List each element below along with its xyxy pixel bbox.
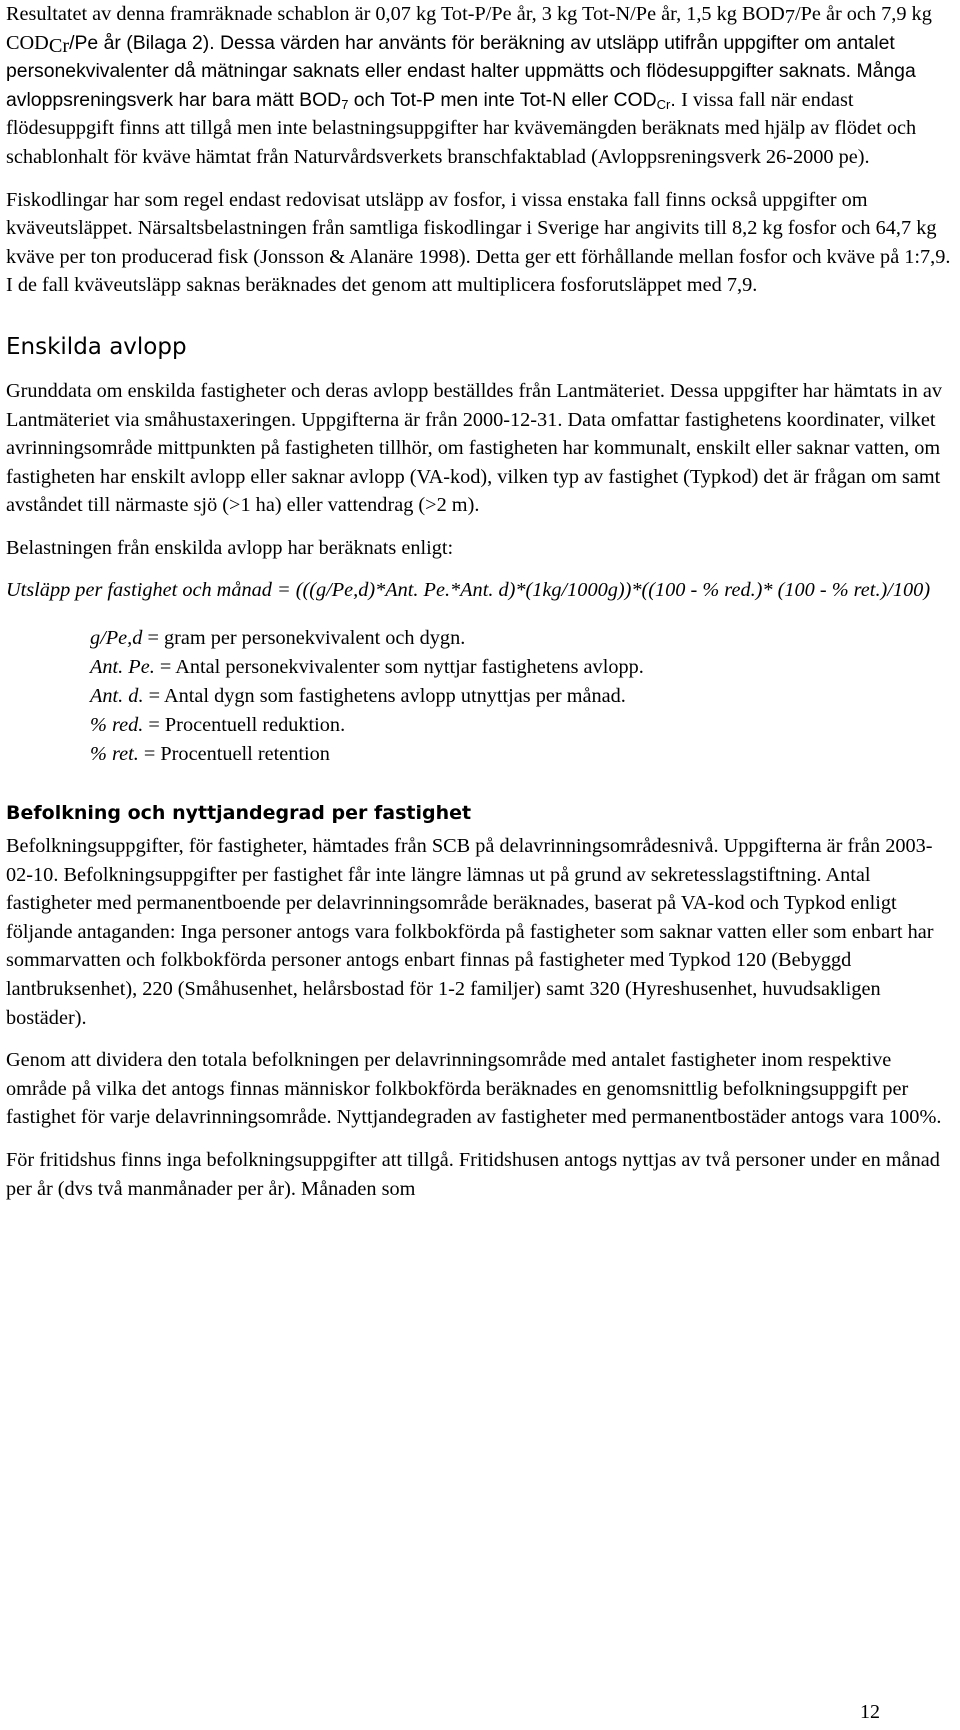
paragraph-fritidshus: För fritidshus finns inga befolkningsuppgifter att tillgå. Fritidshusen antogs nyttjas av två personer under en månad per år (dvs två manmånader per år). Månaden som <box>6 1149 940 1200</box>
subscript: 7 <box>784 6 795 28</box>
paragraph-belastning: Belastningen från enskilda avlopp har beräknats enligt: <box>6 536 454 559</box>
text-run: /Pe år (Bilaga 2). Dessa värden har använts för beräkning av utsläpp utifrån uppgifter om antalet personekvivalenter då mätningar saknats eller endast halter uppmätts och flödesuppgifter saknats. Många avloppsreningsverk har bara mätt BOD <box>6 31 916 111</box>
paragraph-schablon <box>6 0 954 172</box>
definition-term: Ant. Pe. <box>90 656 155 679</box>
text-run: och Tot-P men inte Tot-N eller COD <box>348 88 657 111</box>
subscript: Cr <box>656 96 671 112</box>
definition-item <box>90 682 954 711</box>
paragraph-grunddata: Grunddata om enskilda fastigheter och deras avlopp beställdes från Lantmäteriet. Dessa uppgifter har hämtats in av Lantmäteriet via småhustaxeringen. Uppgifterna är från 2000-12-31. Data omfattar fastighetens koordinater, vilket avrinningsområde mittpunkten på fastigheten tillhör, om fastigheten har kommunalt, enskilt eller saknar vatten, om fastigheten har enskilt avlopp eller saknar avlopp (VA-kod), vilken typ av fastighet (Typkod) det är frågan om samt avståndet till närmaste sjö (>1 ha) eller vattendrag (>2 m). <box>6 379 942 517</box>
definition-term: % ret. <box>90 743 139 766</box>
paragraph-genom-att-dividera: Genom att dividera den totala befolkningen per delavrinningsområde med antalet fastigheter inom respektive område på vilka det antogs finnas människor folkbokförda beräknades en genomsnittlig befolkningsuppgift per fastighet för varje delavrinningsområde. Nyttjandegraden av fastigheter med permanentbostäder antogs vara 100%. <box>6 1049 942 1129</box>
text-run: /Pe år och 7,9 kg COD <box>6 3 932 54</box>
subscript: Cr <box>48 34 70 57</box>
page-number: 12 <box>860 1701 880 1723</box>
definition-term: % red. <box>90 714 144 737</box>
heading-befolkning: Befolkning och nyttjandegrad per fastighet <box>6 802 472 825</box>
definition-term: Ant. d. <box>90 685 144 708</box>
definition-text: = Procentuell reduktion. <box>143 714 346 737</box>
definition-text: = Antal personekvivalenter som nyttjar fastighetens avlopp. <box>154 656 644 679</box>
subscript: 7 <box>341 96 349 112</box>
heading-enskilda-avlopp: Enskilda avlopp <box>6 333 187 360</box>
paragraph-befolkningsuppgifter: Befolkningsuppgifter, för fastigheter, hämtades från SCB på delavrinningsområdesnivå. Uppgifterna är från 2003-02-10. Befolkningsuppgifter per fastighet får inte längre lämnas ut på grund av sekretesslagstiftning. Antal fastigheter med permanentboende per delavrinningsområde beräknades, baserat på VA-kod och Typkod enligt följande antaganden: Inga personer antogs vara folkbokförda på fastigheter som saknar vatten eller som enbart har sommarvatten och folkbokförda personer antogs enbart finnas på fastigheter med Typkod 120 (Bebyggd lantbruksenhet), 220 (Småhusenhet, helårsbostad för 1-2 familjer) samt 320 (Hyreshusenhet, huvudsakligen bostäder). <box>6 835 934 1029</box>
page-content <box>6 0 954 1203</box>
definition-text: = gram per personekvivalent och dygn. <box>142 627 466 650</box>
formula-utslapp: Utsläpp per fastighet och månad = (((g/Pe,d)*Ant. Pe.*Ant. d)*(1kg/1000g))*((100 - % red.)* (100 - % ret.)/100) <box>6 578 931 601</box>
definition-text: = Procentuell retention <box>138 743 330 766</box>
definition-item <box>90 740 954 769</box>
definition-item <box>90 624 954 653</box>
text-run: Resultatet av denna framräknade schablon är 0,07 kg Tot-P/Pe år, 3 kg Tot-N/Pe år, 1,5 kg BOD <box>6 3 785 25</box>
definition-list <box>90 624 954 769</box>
definition-item <box>90 711 954 740</box>
definition-term: g/Pe,d <box>90 627 143 650</box>
text-run: I vissa fall när endast flödesuppgift finns att tillgå men inte belastningsuppgifter har kvävemängden beräknats med hjälp av flödet och schablonhalt för kväve hämtat från Naturvårdsverkets branschfaktablad (Avloppsreningsverk 26-2000 pe). <box>6 88 917 168</box>
definition-text: = Antal dygn som fastighetens avlopp utnyttjas per månad. <box>143 685 626 708</box>
paragraph-fiskodlingar: Fiskodlingar har som regel endast redovisat utsläpp av fosfor, i vissa enstaka fall finns också uppgifter om kväveutsläppet. Närsaltsbelastningen från samtliga fiskodlingar i Sverige har angivits till 8,2 kg fosfor och 64,7 kg kväve per ton producerad fisk (Jonsson & Alanäre 1998). Detta ger ett förhållande mellan fosfor och kväve på 1:7,9. I de fall kväveutsläpp saknas beräknades det genom att multiplicera fosforutsläppet med 7,9. <box>6 188 951 297</box>
text-run: . <box>670 88 682 111</box>
definition-item <box>90 653 954 682</box>
